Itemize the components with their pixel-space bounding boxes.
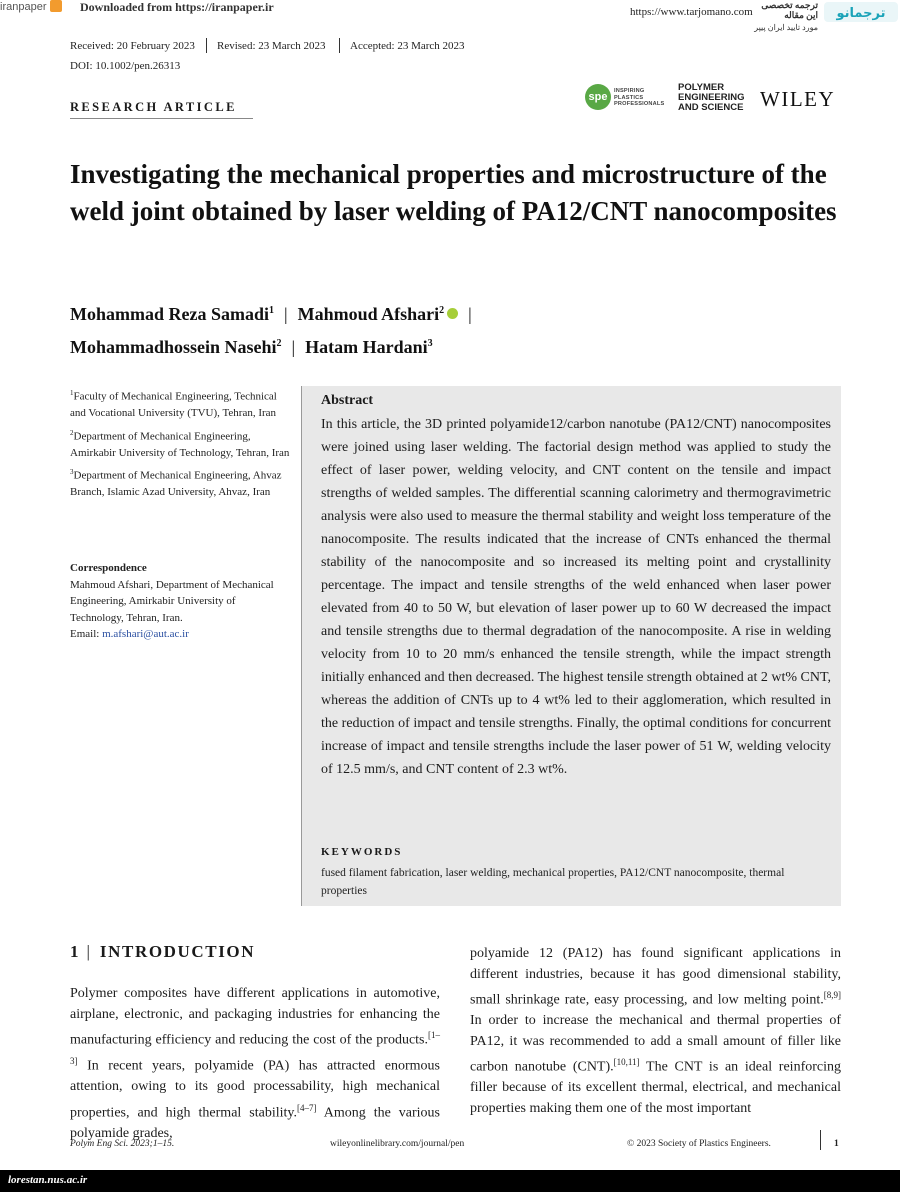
affiliation-text: Department of Mechanical Engineering, Ahvaz Branch, Islamic Azad University, Ahvaz, Iran (70, 469, 282, 499)
download-icon (50, 0, 62, 12)
keywords-text: fused filament fabrication, laser welding, mechanical properties, PA12/CNT nanocomposite, thermal properties (321, 867, 785, 897)
received-date: Received: 20 February 2023 (70, 40, 195, 52)
keywords-heading: KEYWORDS (321, 846, 403, 858)
correspondence-text: Mahmoud Afshari, Department of Mechanical Engineering, Amirkabir University of Technology, Tehran, Iran. (70, 578, 274, 624)
abstract-text: In this article, the 3D printed polyamide12/carbon nanotube (PA12/CNT) nanocomposites were joined using laser welding. The factorial design method was applied to study the effect of laser power, welding velocity, and CNT content on the tensile and impact strengths of welded samples. The differential scanning calorimetry and thermogravimetric analysis were also used to measure the thermal stability and weight loss temperature of the nanocomposite. The results indicated that the increase of CNTs enhanced the thermal stability of the nanocomposite and so increased its melting point and crystallinity percentage. The impact and tensile strengths of the weld enhanced when laser power elevated from 40 to 50 W, but elevation of laser power up to 60 W decreased the impact and tensile strengths due to thermal degradation of the nanocomposite. A rise in welding velocity from 10 to 20 mm/s enhanced the tensile strength, while the impact strength initially enhanced and then decreased. The highest tensile strength obtained at 2 wt% CNT, whereas the addition of CNTs up to 4 wt% led to their agglomeration, which resulted in the reduction of impact and tensile strengths. Finally, the optimal conditions for concurrent increase of impact and tensile strengths include the laser power of 51 W, welding velocity of 12.5 mm/s, and CNT content of 2.3 wt%. (321, 417, 831, 777)
affiliation-text: Department of Mechanical Engineering, Amirkabir University of Technology, Tehran, Iran (70, 430, 290, 459)
author-affiliation-mark: 2 (276, 338, 282, 349)
citation-link[interactable]: [4–7] (297, 1102, 317, 1113)
page-number: 1 (834, 1139, 839, 1149)
citation-link[interactable]: [10,11] (613, 1057, 640, 1068)
body-text: The CNT is an ideal reinforcing filler because of its excellent thermal, electrical, and mechanical properties making them one of the most important (470, 1059, 841, 1116)
download-source-text[interactable]: Downloaded from https://iranpaper.ir (80, 0, 274, 14)
citation-link[interactable]: [1–3] (70, 1030, 440, 1067)
tarjomano-promo-line1: ترجمه تخصصی این مقاله (761, 0, 818, 20)
body-text: In recent years, polyamide (PA) has attracted enormous attention, owing to its good processability, high mechanical properties, and high thermal stability. (70, 1058, 440, 1121)
article-type-underline (70, 118, 253, 119)
author-name: Mahmoud Afshari (297, 304, 440, 324)
section-heading (70, 942, 255, 962)
revised-date: Revised: 23 March 2023 (217, 40, 326, 52)
article-type: RESEARCH ARTICLE (70, 100, 237, 114)
affiliation-item (70, 464, 290, 501)
journal-name-line1: POLYMER (678, 82, 725, 93)
intro-right-column (470, 944, 841, 1119)
affiliation-number: 1 (70, 389, 74, 397)
tarjomano-url[interactable]: https://www.tarjomano.com (630, 6, 753, 18)
spe-tagline (614, 88, 664, 108)
spe-logo: spe (585, 84, 611, 110)
intro-left-column (70, 984, 440, 1144)
paper-title: Investigating the mechanical properties and microstructure of the weld joint obtained by laser welding of PA12/CNT nanocomposites (70, 159, 837, 226)
orcid-icon[interactable] (447, 308, 458, 319)
tarjomano-promo-line2: مورد تایید ایران پیپر (754, 23, 818, 32)
author-separator: | (291, 337, 296, 357)
doi[interactable]: DOI: 10.1002/pen.26313 (70, 60, 181, 72)
author-affiliation-mark: 2 (439, 305, 445, 316)
author-name: Mohammad Reza Samadi (70, 304, 269, 324)
body-text: polyamide 12 (PA12) has found significant applications in different industries, because it has good dimensional stability, small shrinkage rate, easy processing, and low melting point. (470, 946, 841, 1008)
journal-name-line3: AND SCIENCE (678, 102, 744, 113)
iranpaper-logo-text: iranpaper (0, 1, 47, 13)
footer-copyright: © 2023 Society of Plastics Engineers. (627, 1139, 771, 1149)
correspondence-email-line (70, 626, 290, 643)
tarjomano-promo (748, 0, 818, 33)
footer-divider (820, 1130, 821, 1150)
body-text: Polymer composites have different applications in automotive, airplane, electronic, and packaging industries for enhancing the manufacturing efficiency and reducing the cost of the products. (70, 986, 440, 1048)
author-name: Mohammadhossein Nasehi (70, 337, 277, 357)
author-affiliation-mark: 1 (269, 305, 274, 316)
author-separator: | (468, 304, 472, 324)
journal-name (678, 83, 745, 113)
section-title: INTRODUCTION (99, 942, 256, 961)
author-separator: | (284, 304, 288, 324)
section-separator: | (86, 942, 90, 961)
spe-tagline-line1: INSPIRING (614, 88, 645, 94)
tarjomano-logo[interactable] (822, 0, 900, 24)
section-number: 1 (70, 942, 79, 961)
accepted-date: Accepted: 23 March 2023 (350, 40, 465, 52)
spe-tagline-line2: PLASTICS (614, 94, 644, 101)
footer-citation: Polym Eng Sci. 2023;1–15. (70, 1139, 175, 1149)
email-label: Email: (70, 628, 100, 640)
affiliation-list (70, 385, 290, 501)
email-link[interactable]: m.afshari@aut.ac.ir (102, 628, 189, 640)
affiliation-item (70, 385, 290, 422)
affiliation-item (70, 425, 290, 462)
journal-name-line2: ENGINEERING (678, 92, 745, 103)
iranpaper-logo[interactable] (0, 0, 66, 13)
body-text: In order to increase the mechanical and thermal properties of PA12, it was recommended to add a small amount of filler like carbon nanotube (CNT). (470, 1013, 841, 1075)
footer-url[interactable]: wileyonlinelibrary.com/journal/pen (330, 1139, 465, 1149)
author-list (70, 296, 770, 362)
affiliation-number: 2 (70, 428, 74, 437)
affiliation-number: 3 (70, 468, 74, 477)
body-text: Among the various polyamide grades, (70, 1105, 441, 1141)
spe-tagline-line3: PROFESSIONALS (614, 101, 665, 107)
abstract-rule (301, 386, 302, 906)
wiley-logo: WILEY (760, 87, 836, 111)
affiliation-text: Faculty of Mechanical Engineering, Technical and Vocational University (TVU), Tehran, Iran (70, 390, 277, 420)
citation-link[interactable]: [8,9] (823, 990, 841, 1000)
meta-divider (339, 38, 340, 53)
watermark-bar (0, 1170, 900, 1192)
meta-divider (206, 38, 207, 53)
author-name: Hatam Hardani (305, 337, 428, 357)
correspondence (70, 560, 290, 643)
watermark-text: lorestan.nus.ac.ir (8, 1174, 88, 1186)
correspondence-heading: Correspondence (70, 562, 147, 574)
tarjomano-logo-text: ترجمانو (836, 6, 886, 21)
abstract-heading: Abstract (321, 393, 374, 408)
author-affiliation-mark: 3 (427, 338, 433, 349)
